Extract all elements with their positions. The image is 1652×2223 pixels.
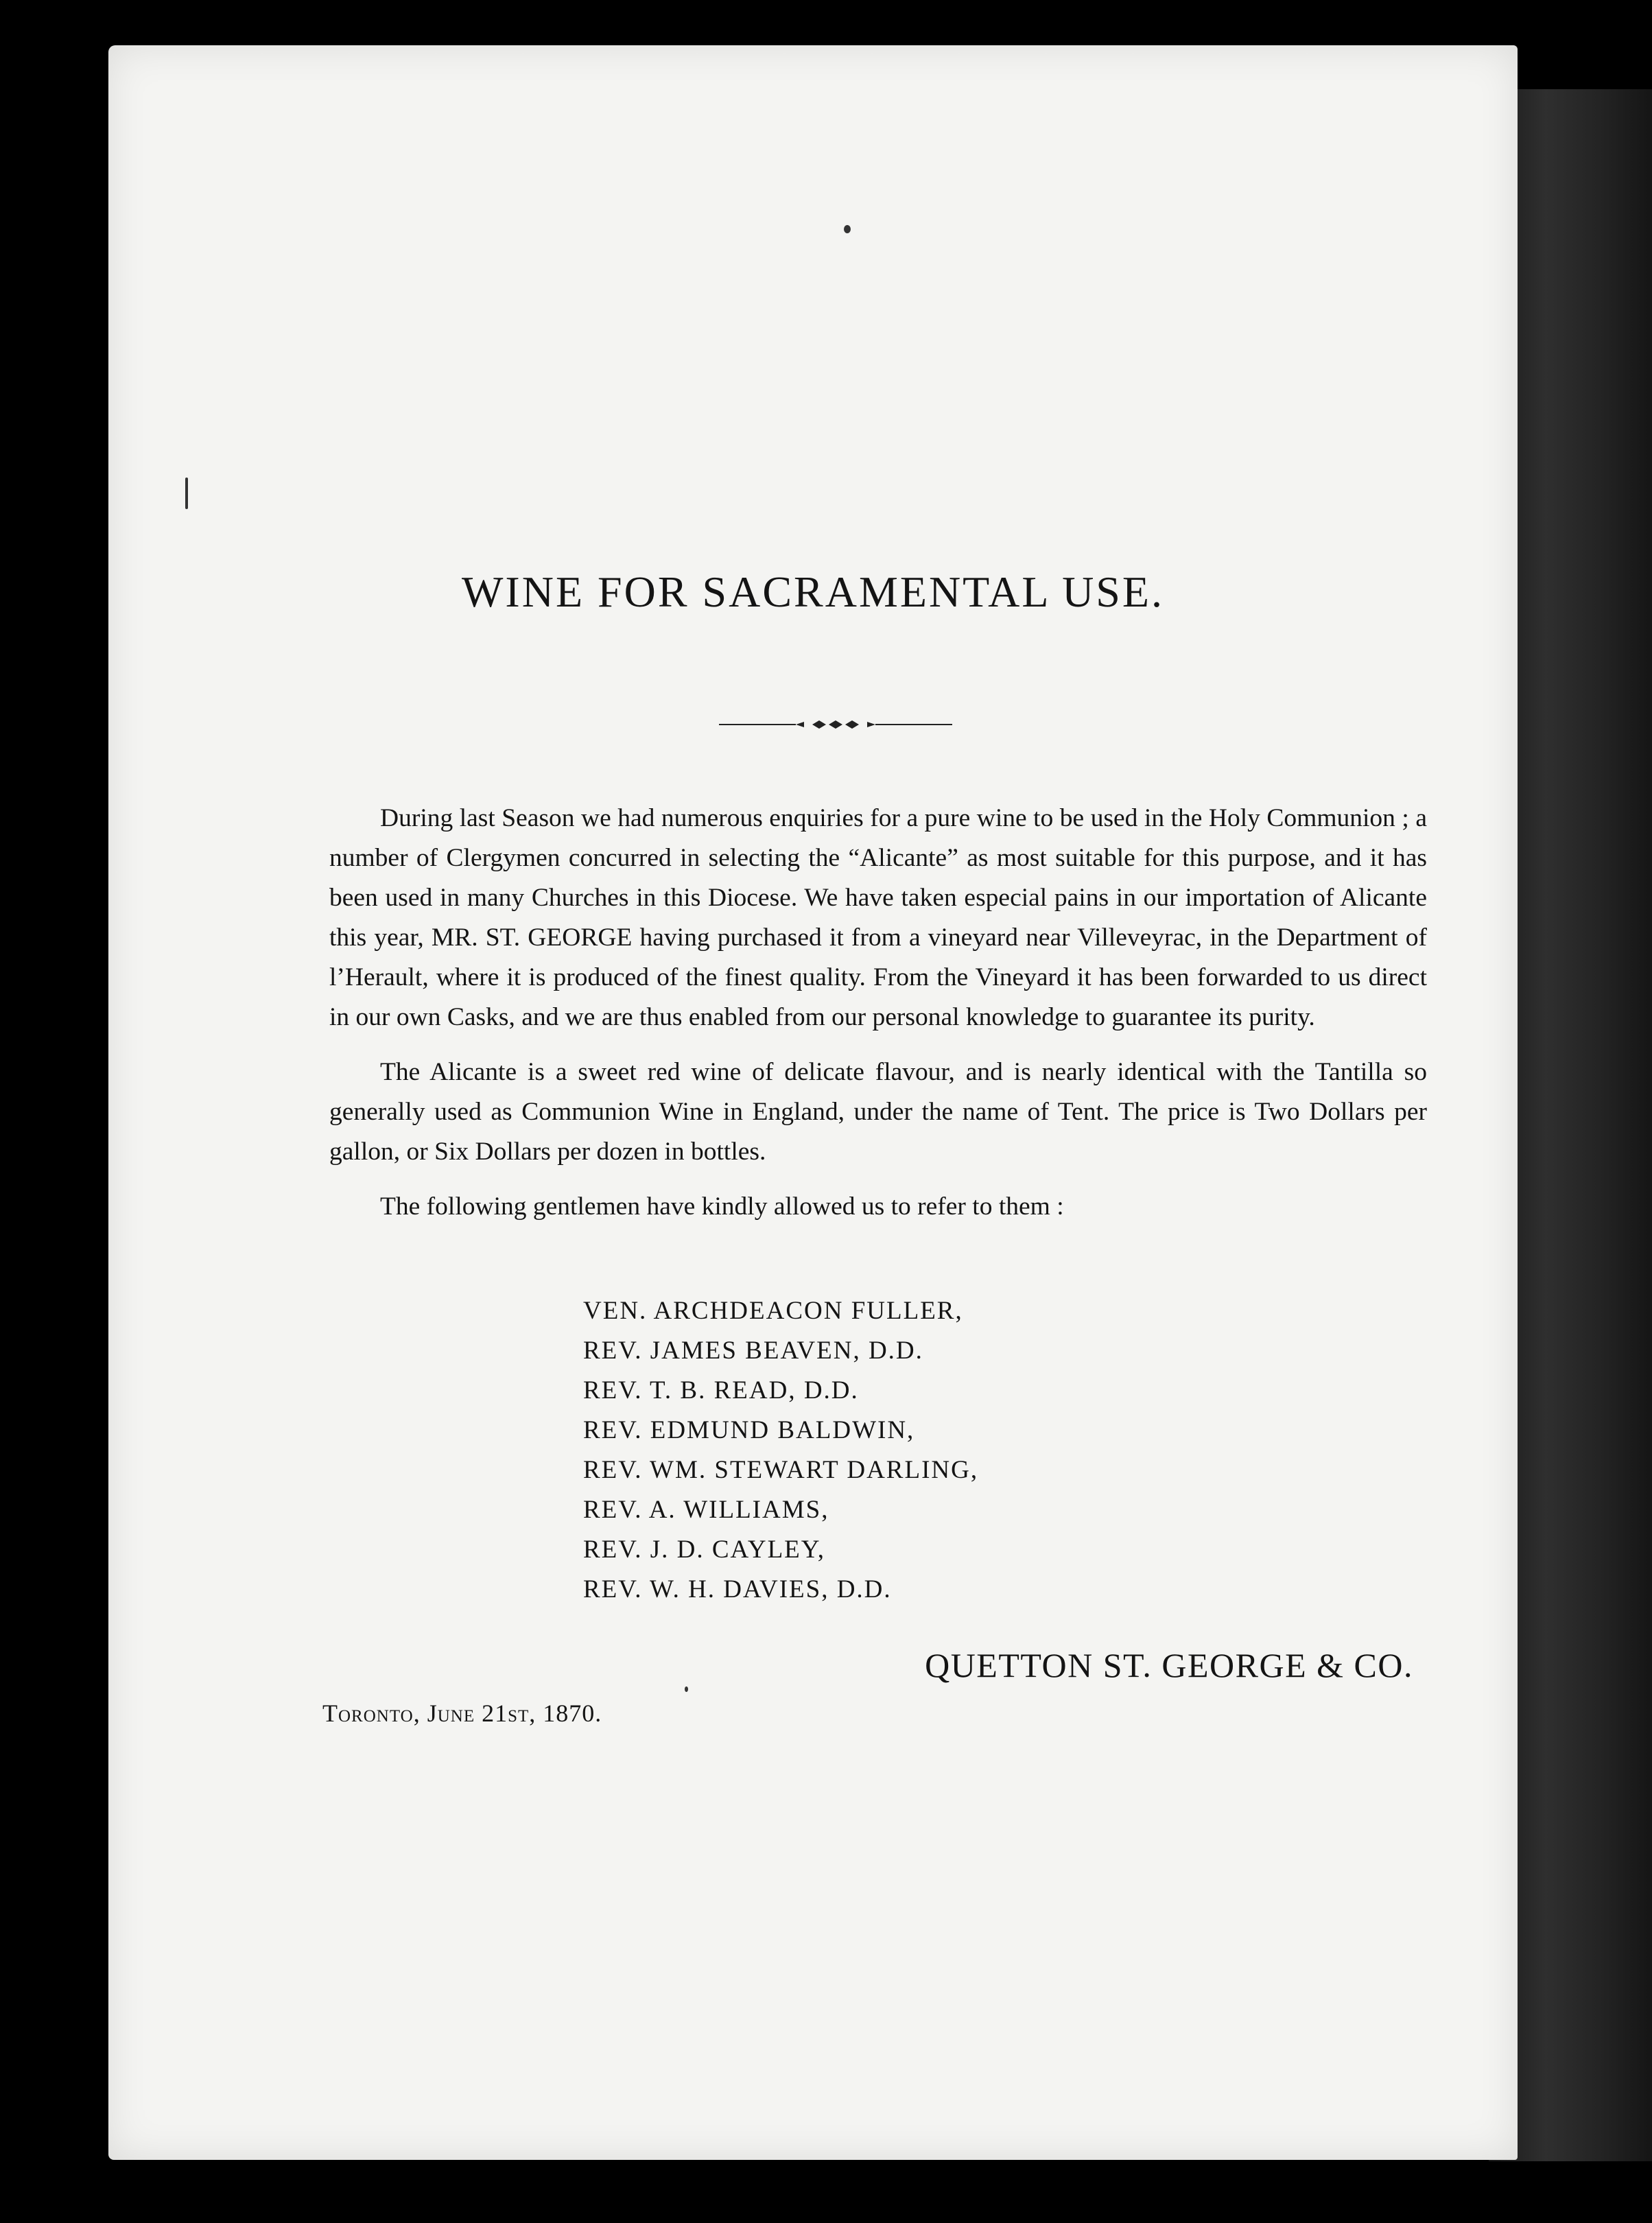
- dateline: Toronto, June 21st, 1870.: [322, 1699, 602, 1727]
- ornament-divider-icon: [719, 716, 952, 733]
- document-title: WINE FOR SACRAMENTAL USE.: [462, 567, 1164, 616]
- body-text: [329, 799, 1427, 1242]
- referee-item: REV. J. D. CAYLEY,: [583, 1536, 825, 1564]
- document-page: [108, 45, 1518, 2160]
- referee-item: REV. WM. STEWART DARLING,: [583, 1456, 979, 1484]
- referee-item: REV. JAMES BEAVEN, D.D.: [583, 1337, 923, 1365]
- paragraph-alicante-origin: During last Season we had numerous enquiries for a pure wine to be used in the Holy Communion ; a number of Clergymen concurred in selecting the “Alicante” as most suitable for this purpose, and it has been used in many Churches in this Diocese. We have taken especial pains in our importation of Alicante this year, MR. ST. GEORGE having purchased it from a vineyard near Villeveyrac, in the Department of l’Herault, where it is produced of the finest quality. From the Vineyard it has been forwarded to us direct in our own Casks, and we are thus enabled from our personal knowledge to guarantee its purity.: [329, 804, 1427, 1031]
- referee-list: [583, 1291, 1201, 1610]
- paragraph-references-intro: The following gentlemen have kindly allowed us to refer to them :: [380, 1192, 1064, 1221]
- referee-item: REV. A. WILLIAMS,: [583, 1496, 829, 1524]
- paper-speck: [685, 1686, 688, 1692]
- paper-speck: [185, 478, 188, 509]
- firm-signature: QUETTON ST. GEORGE & CO.: [925, 1646, 1413, 1684]
- referee-item: VEN. ARCHDEACON FULLER,: [583, 1297, 963, 1325]
- paragraph-alicante-description: The Alicante is a sweet red wine of delicate flavour, and is nearly identical with the Tantilla so generally used as Communion Wine in England, under the name of Tent. The price is Two Dollars per gallon, or Six Dollars per dozen in bottles.: [329, 1058, 1427, 1166]
- referee-item: REV. W. H. DAVIES, D.D.: [583, 1575, 892, 1603]
- paper-speck: [844, 225, 851, 233]
- referee-item: REV. T. B. READ, D.D.: [583, 1376, 859, 1404]
- referee-item: REV. EDMUND BALDWIN,: [583, 1416, 915, 1444]
